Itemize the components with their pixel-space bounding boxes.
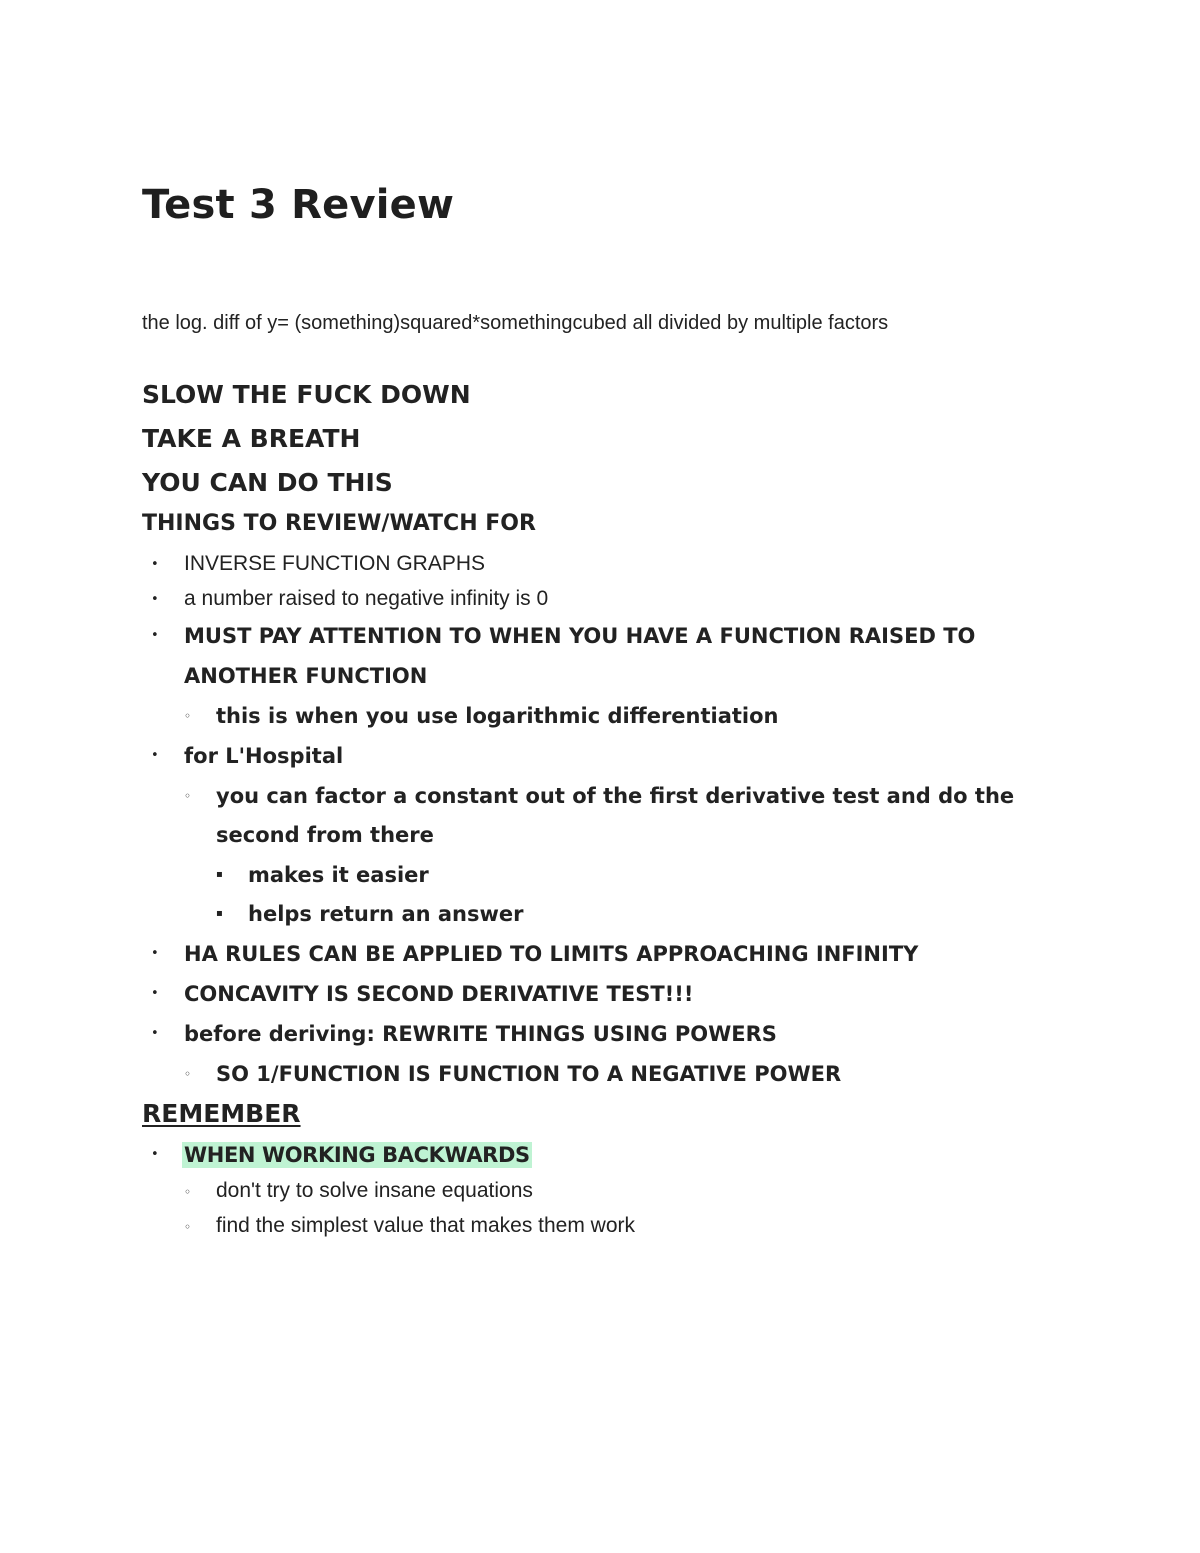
intro-text: the log. diff of y= (something)squared*somethingcubed all divided by multiple factors (142, 312, 889, 334)
review-heading: THINGS TO REVIEW/WATCH FOR (142, 511, 536, 536)
list-item-dont-solve: don't try to solve insane equations (216, 1179, 533, 1202)
list-item-log-diff: this is when you use logarithmic differentiation (216, 704, 779, 728)
list-item-before-deriving: before deriving: REWRITE THINGS USING POWERS (184, 1022, 777, 1046)
list-item-factor: you can factor a constant out of the first derivative test and do the (216, 784, 1015, 808)
shout-you-can: YOU CAN DO THIS (142, 468, 393, 497)
bullet-icon: ◦ (184, 709, 192, 723)
list-item-must-pay: MUST PAY ATTENTION TO WHEN YOU HAVE A FUNCTION RAISED TO (184, 624, 976, 648)
shout-take-breath: TAKE A BREATH (142, 424, 361, 453)
bullet-icon: • (151, 557, 159, 572)
list-item-must-pay-cont: ANOTHER FUNCTION (184, 664, 428, 688)
list-item-factor-cont: second from there (216, 823, 434, 847)
bullet-icon: ◦ (184, 1220, 192, 1234)
list-item-neg-infinity: a number raised to negative infinity is 0 (184, 587, 549, 610)
list-item-ha-rules: HA RULES CAN BE APPLIED TO LIMITS APPROACHING INFINITY (184, 942, 919, 966)
bullet-icon: ▪ (216, 908, 223, 919)
bullet-icon: ◦ (184, 1067, 192, 1081)
bullet-icon: ◦ (184, 1185, 192, 1199)
list-item-working-backwards (182, 1135, 532, 1175)
page-title: Test 3 Review (142, 182, 455, 228)
list-item-inverse: INVERSE FUNCTION GRAPHS (184, 552, 486, 575)
list-item-concavity: CONCAVITY IS SECOND DERIVATIVE TEST!!! (184, 982, 694, 1006)
bullet-icon: • (151, 946, 159, 961)
shout-slow-down: SLOW THE FUCK DOWN (142, 380, 471, 409)
bullet-icon: • (151, 1147, 159, 1162)
list-item-so-function: SO 1/FUNCTION IS FUNCTION TO A NEGATIVE POWER (216, 1062, 842, 1086)
bullet-icon: ◦ (184, 789, 192, 803)
bullet-icon: • (151, 628, 159, 643)
bullet-icon: • (151, 986, 159, 1001)
highlighted-text: WHEN WORKING BACKWARDS (184, 1143, 530, 1167)
bullet-icon: • (151, 1026, 159, 1041)
list-item-simplest: find the simplest value that makes them work (216, 1214, 636, 1237)
list-item-helps: helps return an answer (248, 902, 524, 926)
bullet-icon: • (151, 592, 159, 607)
bullet-icon: • (151, 748, 159, 763)
document-page (142, 0, 1082, 1553)
remember-heading: REMEMBER (142, 1099, 301, 1128)
list-item-easier: makes it easier (248, 863, 429, 887)
list-item-lhospital: for L'Hospital (184, 744, 344, 768)
bullet-icon: ▪ (216, 869, 223, 880)
